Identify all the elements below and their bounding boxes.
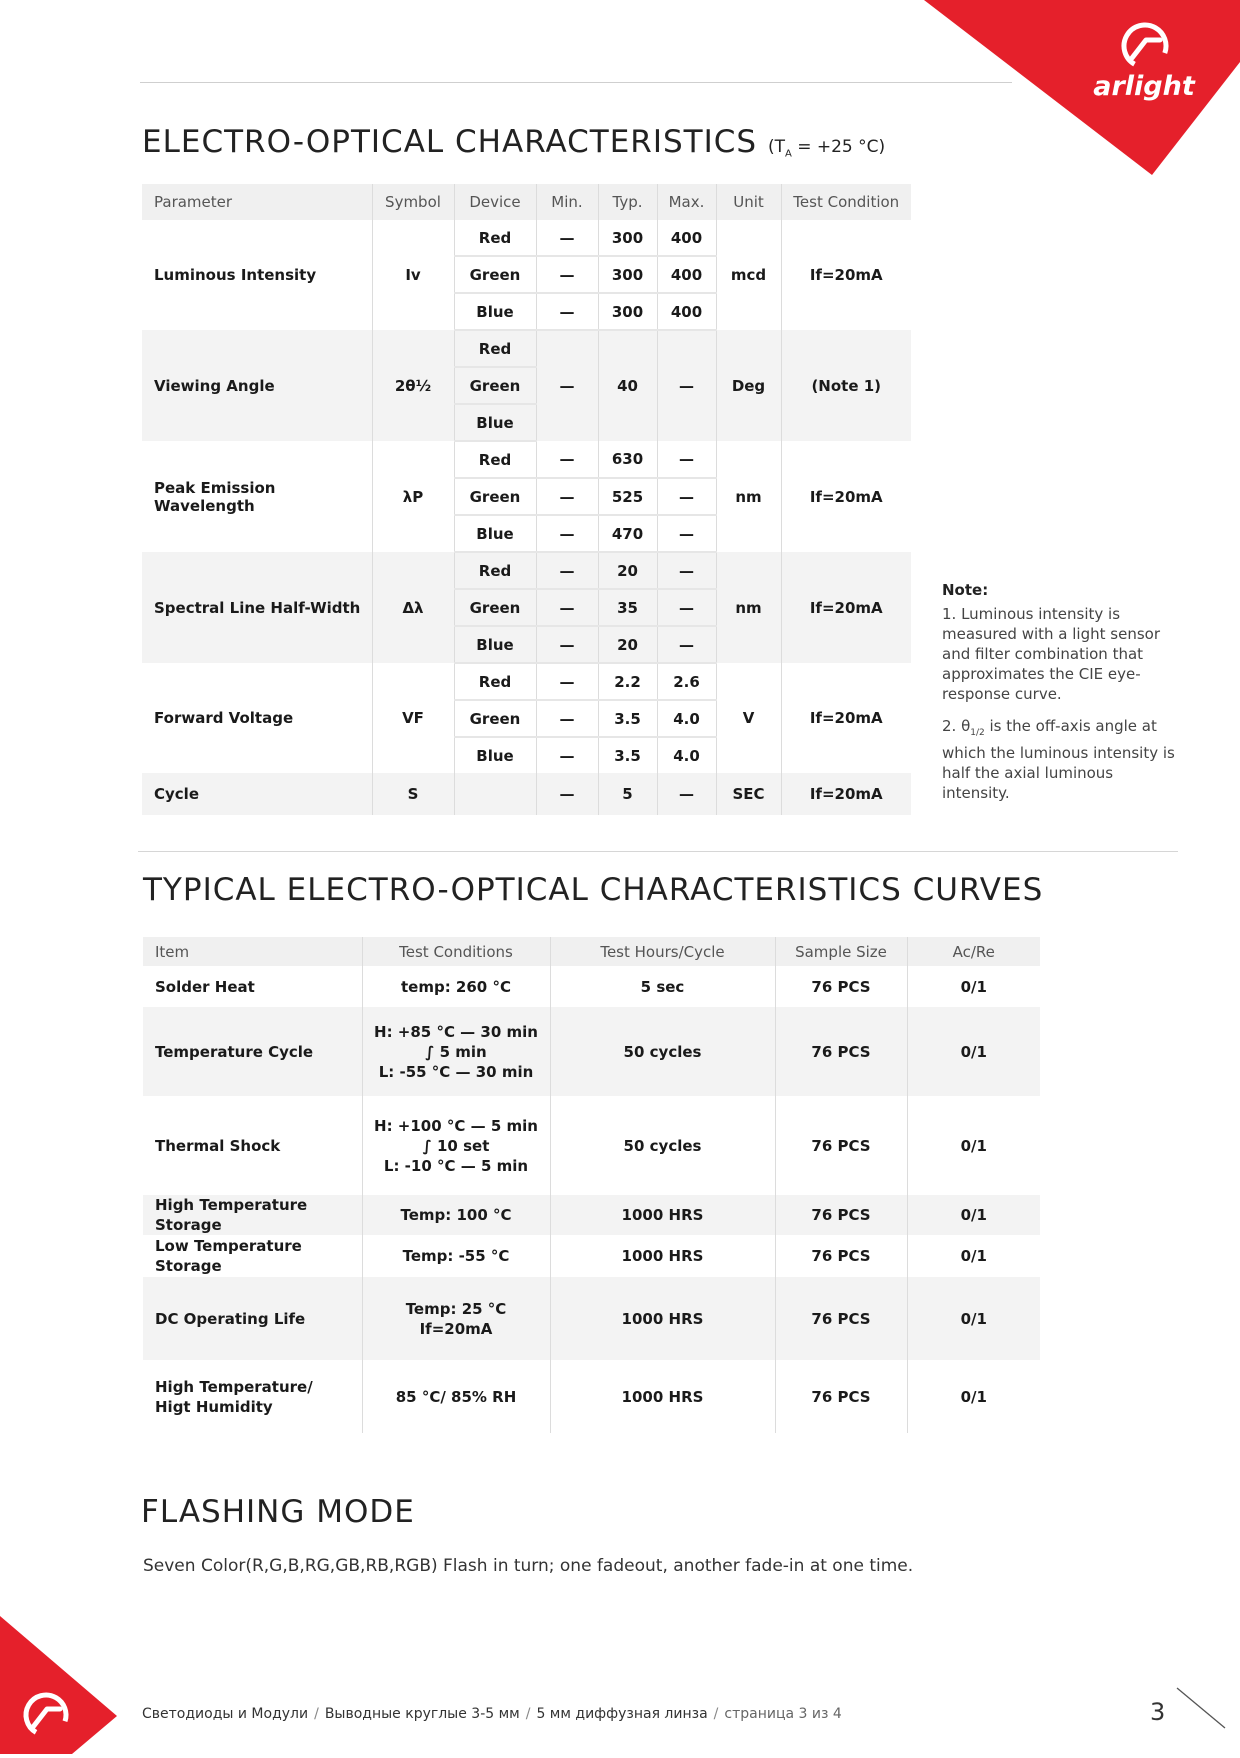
- typ-cell: 470: [598, 515, 657, 552]
- param-cell: Forward Voltage: [142, 663, 372, 773]
- note-title: Note:: [942, 581, 989, 599]
- typ-cell: 35: [598, 589, 657, 626]
- item-cell: Temperature Cycle: [143, 1007, 362, 1096]
- device-cell: Green: [454, 478, 536, 515]
- max-cell: 400: [657, 220, 716, 256]
- eo-col-header: Symbol: [372, 184, 454, 220]
- max-cell: 400: [657, 293, 716, 330]
- min-cell: —: [536, 626, 598, 663]
- table-row: [142, 773, 911, 815]
- rel-header-row: [143, 937, 1040, 966]
- condition-cell: If=20mA: [781, 663, 911, 773]
- min-cell: —: [536, 515, 598, 552]
- device-cell: Green: [454, 589, 536, 626]
- typ-cell: 20: [598, 552, 657, 589]
- max-cell: —: [657, 626, 716, 663]
- max-cell: —: [657, 773, 716, 815]
- page-number: 3: [1150, 1698, 1166, 1726]
- table-row: [142, 330, 911, 367]
- size-cell: 76 PCS: [775, 1277, 907, 1360]
- item-cell: Solder Heat: [143, 966, 362, 1007]
- acre-cell: 0/1: [907, 1096, 1040, 1195]
- condition-cell: 85 °C/ 85% RH: [362, 1360, 550, 1433]
- acre-cell: 0/1: [907, 1007, 1040, 1096]
- min-cell: —: [536, 441, 598, 478]
- max-cell: 4.0: [657, 737, 716, 773]
- rel-col-header: Item: [143, 937, 362, 966]
- max-cell: —: [657, 478, 716, 515]
- eo-col-header: Test Condition: [781, 184, 911, 220]
- typ-cell: 3.5: [598, 700, 657, 737]
- typ-cell: 3.5: [598, 737, 657, 773]
- symbol-cell: λP: [372, 441, 454, 552]
- rel-col-header: Test Hours/Cycle: [550, 937, 775, 966]
- eo-col-header: Max.: [657, 184, 716, 220]
- size-cell: 76 PCS: [775, 1096, 907, 1195]
- item-cell: Thermal Shock: [143, 1096, 362, 1195]
- hours-cell: 1000 HRS: [550, 1195, 775, 1235]
- param-cell: Spectral Line Half-Width: [142, 552, 372, 663]
- table-row: [142, 220, 911, 256]
- device-cell: Red: [454, 220, 536, 256]
- brand-corner-bottom: [0, 1616, 120, 1754]
- brand-corner: [924, 0, 1240, 175]
- max-cell: —: [657, 441, 716, 478]
- typ-cell: 630: [598, 441, 657, 478]
- condition-cell: temp: 260 °C: [362, 966, 550, 1007]
- breadcrumb-item[interactable]: Выводные круглые 3-5 мм: [324, 1706, 520, 1722]
- item-cell: High Temperature Storage: [143, 1195, 362, 1235]
- unit-cell: V: [716, 663, 781, 773]
- min-cell: —: [536, 700, 598, 737]
- breadcrumb-item[interactable]: 5 мм диффузная линза: [536, 1706, 708, 1722]
- device-cell: Blue: [454, 737, 536, 773]
- symbol-cell: Δλ: [372, 552, 454, 663]
- symbol-cell: VF: [372, 663, 454, 773]
- device-cell: Blue: [454, 515, 536, 552]
- flashing-mode-description: Seven Color(R,G,B,RG,GB,RB,RGB) Flash in turn; one fadeout, another fade-in at one time.: [143, 1556, 914, 1576]
- min-cell: —: [536, 552, 598, 589]
- size-cell: 76 PCS: [775, 1195, 907, 1235]
- min-cell: —: [536, 220, 598, 256]
- section-divider: [138, 851, 1178, 852]
- item-cell: High Temperature/ Higt Humidity: [143, 1360, 362, 1433]
- symbol-cell: S: [372, 773, 454, 815]
- note-1: 1. Luminous intensity is measured with a light sensor and filter combination that approximates the CIE eye-response curve.: [942, 605, 1160, 703]
- item-cell: DC Operating Life: [143, 1277, 362, 1360]
- size-cell: 76 PCS: [775, 966, 907, 1007]
- hours-cell: 1000 HRS: [550, 1277, 775, 1360]
- device-cell: Red: [454, 330, 536, 367]
- max-cell: —: [657, 330, 716, 441]
- top-divider: [140, 82, 1012, 83]
- max-cell: 400: [657, 256, 716, 293]
- hours-cell: 5 sec: [550, 966, 775, 1007]
- acre-cell: 0/1: [907, 1195, 1040, 1235]
- condition-cell: If=20mA: [781, 552, 911, 663]
- eo-title-condition: ($T_A = +25$ °C): [767, 137, 886, 160]
- brand-wordmark: arlight: [1093, 71, 1195, 102]
- rel-col-header: Sample Size: [775, 937, 907, 966]
- device-cell: Blue: [454, 293, 536, 330]
- table-row: [143, 1096, 1040, 1195]
- param-cell: Luminous Intensity: [142, 220, 372, 330]
- page-slash-decoration: [1175, 1686, 1227, 1730]
- typ-cell: 300: [598, 220, 657, 256]
- unit-cell: Deg: [716, 330, 781, 441]
- condition-cell: H: +85 °C — 30 min ∫ 5 min L: -55 °C — 30 min: [362, 1007, 550, 1096]
- typ-cell: 2.2: [598, 663, 657, 700]
- acre-cell: 0/1: [907, 1360, 1040, 1433]
- typ-cell: 5: [598, 773, 657, 815]
- max-cell: 4.0: [657, 700, 716, 737]
- unit-cell: SEC: [716, 773, 781, 815]
- eo-title-text: ELECTRO-OPTICAL CHARACTERISTICS: [142, 124, 758, 160]
- table-row: [142, 663, 911, 700]
- page-indicator: страница 3 из 4: [724, 1706, 842, 1722]
- table-row: [143, 966, 1040, 1007]
- unit-cell: nm: [716, 552, 781, 663]
- unit-cell: nm: [716, 441, 781, 552]
- breadcrumb: Светодиоды и Модули / Выводные круглые 3-5 мм / 5 мм диффузная линза / страница 3 из 4: [142, 1706, 842, 1722]
- unit-cell: mcd: [716, 220, 781, 330]
- param-cell: Peak Emission Wavelength: [142, 441, 372, 552]
- table-row: [143, 1360, 1040, 1433]
- note-2: 2. $\theta_{1/2}$ is the off-axis angle at which the luminous intensity is half the axial luminous intensity.: [942, 717, 1175, 802]
- min-cell: —: [536, 589, 598, 626]
- reliability-table: [143, 937, 1040, 1433]
- min-cell: —: [536, 737, 598, 773]
- breadcrumb-item[interactable]: Светодиоды и Модули: [142, 1706, 309, 1722]
- size-cell: 76 PCS: [775, 1007, 907, 1096]
- eo-col-header: Typ.: [598, 184, 657, 220]
- table-row: [143, 1277, 1040, 1360]
- eo-col-header: Unit: [716, 184, 781, 220]
- param-cell: Viewing Angle: [142, 330, 372, 441]
- condition-cell: If=20mA: [781, 220, 911, 330]
- max-cell: —: [657, 589, 716, 626]
- min-cell: —: [536, 293, 598, 330]
- min-cell: —: [536, 478, 598, 515]
- eo-header-row: [142, 184, 911, 220]
- device-cell: [454, 773, 536, 815]
- section-title-electro-optical: [142, 124, 885, 160]
- condition-cell: If=20mA: [781, 441, 911, 552]
- eo-col-header: Parameter: [142, 184, 372, 220]
- device-cell: Green: [454, 700, 536, 737]
- rel-col-header: Ac/Re: [907, 937, 1040, 966]
- device-cell: Red: [454, 552, 536, 589]
- item-cell: Low Temperature Storage: [143, 1235, 362, 1277]
- table-row: [143, 1195, 1040, 1235]
- condition-cell: Temp: 100 °C: [362, 1195, 550, 1235]
- size-cell: 76 PCS: [775, 1360, 907, 1433]
- table-row: [142, 441, 911, 478]
- table-row: [142, 552, 911, 589]
- symbol-cell: Iv: [372, 220, 454, 330]
- size-cell: 76 PCS: [775, 1235, 907, 1277]
- device-cell: Red: [454, 441, 536, 478]
- condition-cell: Temp: -55 °C: [362, 1235, 550, 1277]
- typ-cell: 300: [598, 293, 657, 330]
- device-cell: Blue: [454, 404, 536, 441]
- device-cell: Green: [454, 367, 536, 404]
- min-cell: —: [536, 256, 598, 293]
- table-row: [143, 1235, 1040, 1277]
- min-cell: —: [536, 773, 598, 815]
- section-title-flashing-mode: FLASHING MODE: [141, 1494, 415, 1530]
- condition-cell: (Note 1): [781, 330, 911, 441]
- condition-cell: H: +100 °C — 5 min ∫ 10 set L: -10 °C — 5 min: [362, 1096, 550, 1195]
- typ-cell: 40: [598, 330, 657, 441]
- hours-cell: 1000 HRS: [550, 1360, 775, 1433]
- hours-cell: 50 cycles: [550, 1096, 775, 1195]
- device-cell: Blue: [454, 626, 536, 663]
- eo-col-header: Device: [454, 184, 536, 220]
- max-cell: —: [657, 552, 716, 589]
- min-cell: —: [536, 330, 598, 441]
- condition-cell: If=20mA: [781, 773, 911, 815]
- notes-block: [942, 580, 1182, 815]
- eo-col-header: Min.: [536, 184, 598, 220]
- max-cell: 2.6: [657, 663, 716, 700]
- typ-cell: 20: [598, 626, 657, 663]
- param-cell: Cycle: [142, 773, 372, 815]
- device-cell: Green: [454, 256, 536, 293]
- acre-cell: 0/1: [907, 1277, 1040, 1360]
- rel-col-header: Test Conditions: [362, 937, 550, 966]
- section-title-curves: TYPICAL ELECTRO-OPTICAL CHARACTERISTICS CURVES: [143, 872, 1044, 908]
- electro-optical-table: [142, 184, 911, 815]
- hours-cell: 1000 HRS: [550, 1235, 775, 1277]
- typ-cell: 300: [598, 256, 657, 293]
- max-cell: —: [657, 515, 716, 552]
- device-cell: Red: [454, 663, 536, 700]
- symbol-cell: 2θ½: [372, 330, 454, 441]
- typ-cell: 525: [598, 478, 657, 515]
- acre-cell: 0/1: [907, 1235, 1040, 1277]
- condition-cell: Temp: 25 °C If=20mA: [362, 1277, 550, 1360]
- min-cell: —: [536, 663, 598, 700]
- table-row: [143, 1007, 1040, 1096]
- acre-cell: 0/1: [907, 966, 1040, 1007]
- hours-cell: 50 cycles: [550, 1007, 775, 1096]
